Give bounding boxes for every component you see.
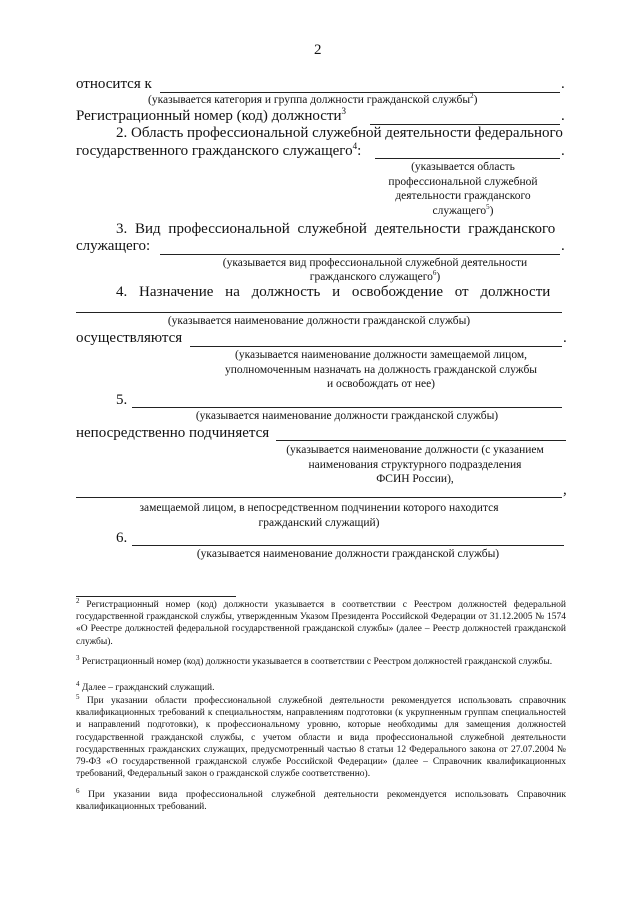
appointment-position-field-line[interactable] [76,312,562,313]
supervisor-end-mark: , [563,482,567,498]
supervisor-field-line-2[interactable] [76,497,562,498]
supervisor-hint: (указывается наименование должности (с указанием наименования структурного подразделения ФСИН России), [286,444,544,485]
activity-kind-hint: (указывается вид профессиональной служебной деятельности гражданского служащего$^6$) [222,257,528,283]
reg-number-end-mark: . [561,108,565,124]
section-5-number: 5. [116,392,128,408]
appointing-end-mark: . [563,330,567,346]
appointing-label: осуществляются [76,330,183,346]
footnote-4: $^4$ Далее – гражданский служащий. [76,679,215,693]
page-number: 2 [314,42,322,58]
section-3-line2: служащего: [76,238,151,254]
activity-area-hint: (указывается область профессиональной служебной деятельности гражданского служащего$^5$) [388,161,538,217]
section-2-end-mark: . [561,143,565,159]
appointing-official-field-line[interactable] [190,346,562,347]
footnote-6: $^6$ При указании вида профессиональной служебной деятельности рекомендуется использовать Справочник квалификационных требований. [76,786,566,813]
section-3-line1: 3. Вид профессиональной служебной деятельности гражданского [116,221,556,237]
footnote-separator [76,596,236,597]
category-label: относится к [76,76,152,92]
reg-number-label: Регистрационный номер (код) должности$^3$ [76,106,347,124]
activity-area-field-line[interactable] [375,158,560,159]
subordinate-position-hint: (указывается наименование должности гражданской службы) [195,410,499,422]
section-2-line2: государственного гражданского служащего$^4$: [76,141,362,159]
footnote-3: $^3$ Регистрационный номер (код) должности указывается в соответствии с Реестром должностей гражданской службы. [76,653,553,667]
supervisor-hint-continued: замещаемой лицом, в непосредственном подчинении которого находится гражданский служащий) [139,502,499,529]
footnote-2: $^2$ Регистрационный номер (код) должности указывается в соответствии с Реестром должностей федеральной государственной гражданской службы, утвержденным Указом Президента Российской Федерации от 31.12.2005 № 1574 «О Реестре должностей федеральной государственной гражданской службы» (далее – Реестр должностей гражданской службы). [76,596,566,647]
appointment-position-hint: (указывается наименование должности гражданской службы) [167,315,471,327]
category-field-line[interactable] [160,92,560,93]
section-6-field-line[interactable] [132,545,564,546]
activity-kind-field-line[interactable] [160,254,560,255]
subordinate-position-field-line[interactable] [132,407,562,408]
category-end-mark: . [561,76,565,92]
section-2-line1: 2. Область профессиональной служебной деятельности федерального [116,125,563,141]
section-6-hint: (указывается наименование должности гражданской службы) [196,548,500,560]
reports-to-label: непосредственно подчиняется [76,425,270,441]
section-4-line1: 4. Назначение на должность и освобождение от должности [116,284,551,300]
appointing-official-hint: (указывается наименование должности замещаемой лицом, уполномоченным назначать на должность гражданской службы и освобождать от нее) [224,349,538,390]
section-3-end-mark: . [561,238,565,254]
footnote-5: $^5$ При указании области профессиональной служебной деятельности рекомендуется использовать справочник квалификационных требований к специальностям, направлениям подготовки (к укрупненным группам специальностей и направлений подготовки), к профессиональному уровню, которые необходимы для замещения должностей государственной гражданской службы, с учетом области и вида профессиональной служебной деятельности государственных гражданских служащих, предусмотренный частью 8 статьи 12 Федерального закона от 27.07.2004 № 79-ФЗ «О государственной гражданской службе Российской Федерации» (далее – Справочник квалификационных требований, Федеральный закон о гражданской службе соответственно). [76,692,566,780]
supervisor-field-line[interactable] [276,440,566,441]
category-hint: (указывается категория и группа должности гражданской службы$^2$) [148,92,478,106]
section-6-number: 6. [116,530,128,546]
